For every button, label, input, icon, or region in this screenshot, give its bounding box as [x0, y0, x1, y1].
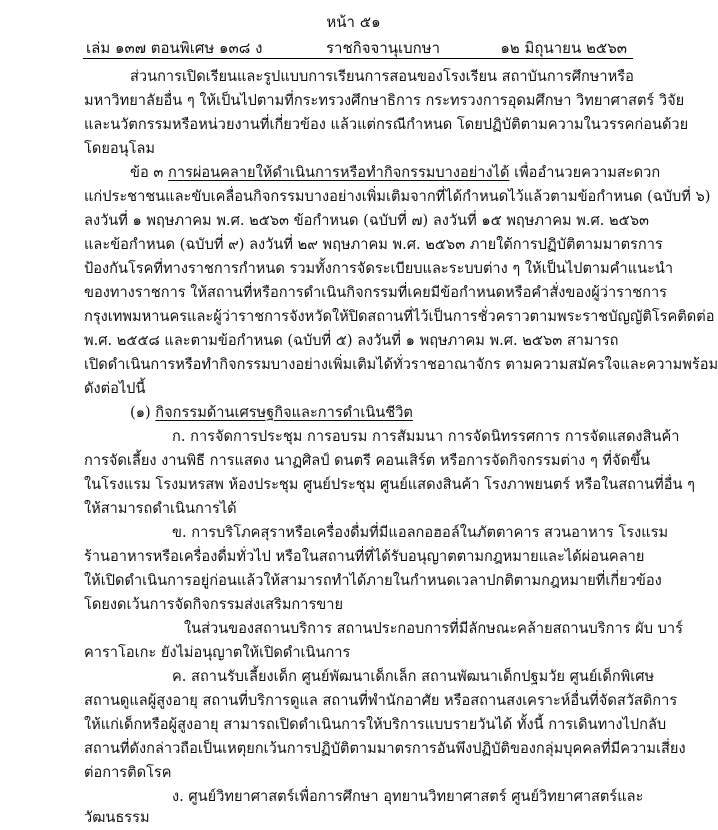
header-rule: [83, 58, 633, 59]
section-heading: กิจกรรมด้านเศรษฐกิจและการดำเนินชีวิต: [155, 404, 413, 421]
article-heading: การผ่อนคลายให้ดำเนินการหรือทำกิจกรรมบางอย่างได้: [168, 164, 510, 181]
section-1-heading-line: [84, 401, 640, 425]
text-line: ในส่วนของสถานบริการ สถานประกอบการที่มีลักษณะคล้ายสถานบริการ ผับ บาร์: [184, 620, 683, 637]
text-line: โดยอนุโลม: [84, 140, 156, 157]
text-line: ร้านอาหารหรือเครื่องดื่มทั่วไป หรือในสถานที่ที่ได้รับอนุญาตตามกฎหมายและได้ผ่อนคลาย: [84, 548, 645, 565]
article-number: ข้อ ๓: [130, 164, 164, 181]
text-line: ต่อการติดโรค: [84, 764, 172, 781]
text-line: พ.ศ. ๒๕๕๘ และตามข้อกำหนด (ฉบับที่ ๕) ลงวันที่ ๑ พฤษภาคม พ.ศ. ๒๕๖๓ สามารถ: [84, 332, 619, 349]
text-line: กรุงเทพมหานครและผู้ว่าราชการจังหวัดให้ปิดสถานที่ไว้เป็นการชั่วคราวตามพระราชบัญญัติโรคติดต่อ: [84, 308, 715, 325]
text-line: ส่วนการเปิดเรียนและรูปแบบการเรียนการสอนของโรงเรียน สถาบันการศึกษาหรือ: [130, 68, 634, 85]
text-line: และข้อกำหนด (ฉบับที่ ๙) ลงวันที่ ๒๙ พฤษภาคม พ.ศ. ๒๕๖๓ ภายใต้การปฏิบัติตามมาตรการ: [84, 236, 663, 253]
text-line: ง. ศูนย์วิทยาศาสตร์เพื่อการศึกษา อุทยานวิทยาศาสตร์ ศูนย์วิทยาศาสตร์และ: [172, 788, 644, 805]
text-line: คาราโอเกะ ยังไม่อนุญาตให้เปิดดำเนินการ: [84, 644, 351, 661]
text-line: ให้สามารถดำเนินการได้: [84, 500, 237, 517]
gazette-title: ราชกิจจานุเบกษา: [326, 39, 441, 57]
article-3-first-line: [84, 161, 661, 185]
text-line: ข. การบริโภคสุราหรือเครื่องดื่มที่มีแอลกอฮอล์ในภัตตาคาร สวนอาหาร โรงแรม: [172, 524, 669, 541]
text-line: มหาวิทยาลัยอื่น ๆ ให้เป็นไปตามที่กระทรวงศึกษาธิการ กระทรวงการอุดมศึกษา วิทยาศาสตร์ วิจัย: [84, 92, 685, 109]
text-line: ป้องกันโรคที่ทางราชการกำหนด รวมทั้งการจัดระเบียบและระบบต่าง ๆ ให้เป็นไปตามคำแนะนำ: [84, 260, 674, 277]
text-line: สถานที่ดังกล่าวถือเป็นเหตุยกเว้นการปฏิบัติตามมาตรการอันพึงปฏิบัติของกลุ่มบุคคลที่มีความเสี่ยง: [84, 740, 686, 757]
volume-issue: เล่ม ๑๓๗ ตอนพิเศษ ๑๓๘ ง: [86, 39, 263, 57]
text-line: ในโรงแรม โรงมหรสพ ห้องประชุม ศูนย์ประชุม ศูนย์แสดงสินค้า โรงภาพยนตร์ หรือในสถานที่อื่น ๆ: [84, 476, 695, 493]
text-line: แก่ประชาชนและขับเคลื่อนกิจกรรมบางอย่างเพิ่มเติมจากที่ได้กำหนดไว้แล้วตามข้อกำหนด (ฉบับที่ ๖): [84, 188, 711, 205]
text-line: ก. การจัดการประชุม การอบรม การสัมมนา การจัดนิทรรศการ การจัดแสดงสินค้า: [172, 428, 680, 445]
text-line: ของทางราชการ ให้สถานที่หรือการดำเนินกิจกรรมที่เคยมีข้อกำหนดหรือคำสั่งของผู้ว่าราชการ: [84, 284, 667, 301]
text-line: ให้แก่เด็กหรือผู้สูงอายุ สามารถเปิดดำเนินการให้บริการแบบรายวันได้ ทั้งนี้ การเดินทางไปกลับ: [84, 716, 667, 733]
text-fragment: เพื่ออำนวยความสะดวก: [509, 164, 661, 181]
section-number: (๑): [130, 404, 151, 421]
text-line: การจัดเลี้ยง งานพิธี การแสดง นาฏศิลป์ ดนตรี คอนเสิร์ต หรือการจัดกิจกรรมต่าง ๆ ที่จัดขึ้น: [84, 452, 651, 469]
text-line: ค. สถานรับเลี้ยงเด็ก ศูนย์พัฒนาเด็กเล็ก สถานพัฒนาเด็กปฐมวัย ศูนย์เด็กพิเศษ: [172, 668, 655, 685]
text-line: ให้เปิดดำเนินการอยู่ก่อนแล้วให้สามารถทำได้ภายในกำหนดเวลาปกติตามกฎหมายที่เกี่ยวข้อง: [84, 572, 662, 589]
text-line: ลงวันที่ ๑ พฤษภาคม พ.ศ. ๒๕๖๓ ข้อกำหนด (ฉบับที่ ๗) ลงวันที่ ๑๕ พฤษภาคม พ.ศ. ๒๕๖๓: [84, 212, 649, 229]
text-line: ดังต่อไปนี้: [84, 380, 146, 397]
publication-date: ๑๒ มิถุนายน ๒๕๖๓: [500, 39, 627, 57]
text-line: เปิดดำเนินการหรือทำกิจกรรมบางอย่างเพิ่มเติมได้ทั่วราชอาณาจักร ตามความสมัครใจและความพร้อม: [84, 356, 718, 373]
text-line: และนวัตกรรมหรือหน่วยงานที่เกี่ยวข้อง แล้วแต่กรณีกำหนด โดยปฏิบัติตามความในวรรคก่อนด้วย: [84, 116, 689, 133]
text-line: วัฒนธรรม: [84, 809, 150, 826]
text-line: โดยงดเว้นการจัดกิจกรรมส่งเสริมการขาย: [84, 596, 344, 613]
text-line: สถานดูแลผู้สูงอายุ สถานที่บริการดูแล สถานที่พำนักอาศัย หรือสถานสงเคราะห์อื่นที่จัดสวัสดิการ: [84, 692, 678, 709]
page-number: หน้า ๕๑: [326, 13, 381, 31]
